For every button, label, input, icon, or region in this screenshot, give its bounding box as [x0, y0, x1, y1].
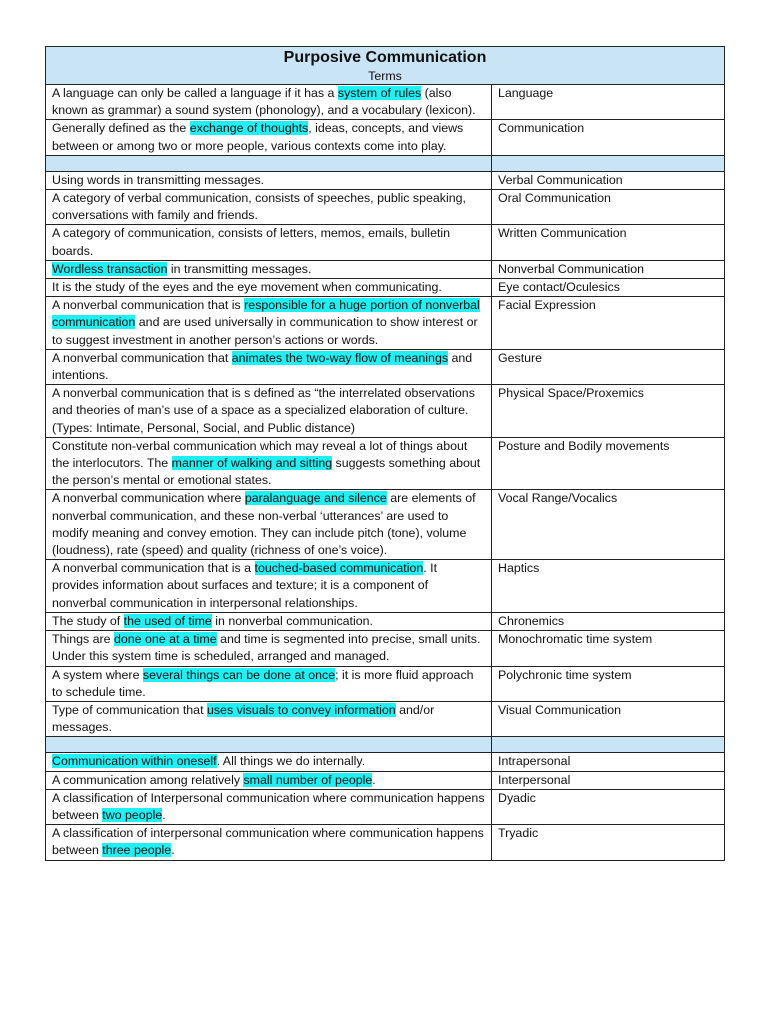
highlighted-text: three people: [102, 843, 172, 858]
definition-text: in transmitting messages.: [167, 261, 312, 276]
term-cell: Vocal Range/Vocalics: [492, 490, 725, 560]
term-cell: Haptics: [492, 560, 725, 613]
definition-cell: [46, 225, 492, 260]
highlighted-text: small number of people: [243, 772, 373, 787]
term-cell: Communication: [492, 120, 725, 155]
table-row: [46, 490, 725, 560]
definition-text: A classification of interpersonal communication where communication happens between: [52, 826, 484, 858]
definition-text: .: [162, 807, 166, 822]
definition-text: A nonverbal communication that: [52, 350, 232, 365]
definition-text: .: [372, 772, 376, 787]
table-row: [46, 225, 725, 260]
page-subtitle: Terms: [368, 69, 402, 83]
definition-text: A category of verbal communication, consists of speeches, public speaking, conversations with family and friends.: [52, 191, 466, 223]
title-cell: [46, 47, 725, 85]
term-cell: Monochromatic time system: [492, 631, 725, 666]
table-row: [46, 385, 725, 438]
highlighted-text: animates the two-way flow of meanings: [231, 350, 449, 365]
definition-text: and are used universally in communication to show interest or to suggest investment in another person’s actions or words.: [52, 315, 478, 347]
definition-cell: [46, 171, 492, 189]
term-cell: Language: [492, 85, 725, 120]
table-row: [46, 349, 725, 384]
term-cell: Written Communication: [492, 225, 725, 260]
term-cell: Interpersonal: [492, 771, 725, 789]
definition-text: , ideas, concepts, and views between or among two or more people, various contexts come into play.: [52, 121, 464, 153]
term-cell: Eye contact/Oculesics: [492, 279, 725, 297]
definition-text: and time is segmented into precise, small units. Under this system time is scheduled, arranged and managed.: [52, 632, 481, 664]
table-row: [46, 279, 725, 297]
highlighted-text: done one at a time: [113, 632, 217, 647]
highlighted-text: Wordless transaction: [52, 261, 168, 276]
definition-text: A nonverbal communication that is: [52, 298, 245, 313]
definition-cell: [46, 612, 492, 630]
table-row: [46, 437, 725, 490]
definition-text: Generally defined as the: [52, 121, 190, 136]
definition-cell: [46, 190, 492, 225]
definition-text: . It provides information about surfaces and texture; it is a component of nonverbal communication in interpersonal relationships.: [52, 561, 438, 610]
definition-text: Type of communication that: [52, 702, 207, 717]
definition-text: ; it is more fluid approach to schedule time.: [52, 667, 474, 699]
definition-text: A nonverbal communication that is a: [52, 561, 255, 576]
definition-text: A communication among relatively: [52, 772, 244, 787]
term-cell: Posture and Bodily movements: [492, 437, 725, 490]
definition-cell: [46, 437, 492, 490]
term-cell: Oral Communication: [492, 190, 725, 225]
definition-text: Using words in transmitting messages.: [52, 172, 265, 187]
highlighted-text: two people: [102, 807, 163, 822]
highlighted-text: responsible for a huge portion of nonverbal communication: [52, 298, 480, 330]
definition-cell: [46, 666, 492, 701]
definition-text: A system where: [52, 667, 143, 682]
title-row: [46, 47, 725, 85]
separator-cell: [492, 155, 725, 171]
term-cell: Dyadic: [492, 789, 725, 824]
definition-text: in nonverbal communication.: [211, 613, 373, 628]
definition-text: A language can only be called a language if it has a: [52, 86, 338, 100]
highlighted-text: touched-based communication: [254, 561, 424, 576]
highlighted-text: several things can be done at once: [142, 667, 336, 682]
term-cell: Nonverbal Communication: [492, 260, 725, 278]
highlighted-text: system of rules: [337, 86, 422, 100]
definition-cell: [46, 825, 492, 860]
definition-text: (also known as grammar) a sound system (phonology), and a vocabulary (lexicon).: [52, 86, 476, 118]
term-cell: Visual Communication: [492, 701, 725, 736]
definition-cell: [46, 753, 492, 771]
table-row: [46, 297, 725, 350]
term-cell: Gesture: [492, 349, 725, 384]
highlighted-text: manner of walking and sitting: [171, 456, 333, 471]
separator-cell: [492, 737, 725, 753]
term-cell: Tryadic: [492, 825, 725, 860]
terms-table: [45, 46, 725, 861]
highlighted-text: the used of time: [123, 613, 212, 628]
term-cell: Physical Space/Proxemics: [492, 385, 725, 438]
highlighted-text: paralanguage and silence: [244, 491, 387, 506]
definition-cell: [46, 701, 492, 736]
table-row: [46, 560, 725, 613]
definition-text: A classification of Interpersonal communication where communication happens between: [52, 790, 485, 822]
definition-text: A nonverbal communication that is s defined as “the interrelated observations and theories of man’s use of a space as a specialized elaboration of culture. (Types: Intimate, Personal, Social, and Public distance): [52, 386, 475, 435]
table-row: [46, 631, 725, 666]
definition-cell: [46, 490, 492, 560]
definition-text: .: [171, 843, 175, 858]
definition-cell: [46, 260, 492, 278]
definition-text: are elements of nonverbal communication, and these non-verbal ‘utterances’ are used to modify meaning and convey emotion. They can include pitch (tone), volume (loudness), rate (speed) and quality (richness of one’s voice).: [52, 491, 476, 558]
term-cell: Chronemics: [492, 612, 725, 630]
definition-cell: [46, 297, 492, 350]
definition-cell: [46, 560, 492, 613]
definition-text: It is the study of the eyes and the eye movement when communicating.: [52, 280, 442, 295]
definition-text: The study of: [52, 613, 124, 628]
term-cell: Verbal Communication: [492, 171, 725, 189]
definition-cell: [46, 85, 492, 120]
page-title: Purposive Communication: [283, 49, 487, 66]
table-row: [46, 771, 725, 789]
definition-text: and/or messages.: [52, 702, 435, 735]
definition-text: . All things we do internally.: [216, 754, 366, 769]
definition-cell: [46, 279, 492, 297]
definition-cell: [46, 349, 492, 384]
table-row: [46, 701, 725, 736]
separator-cell: [46, 737, 492, 753]
definition-text: Things are: [52, 632, 114, 647]
definition-cell: [46, 631, 492, 666]
table-row: [46, 120, 725, 155]
table-row: [46, 612, 725, 630]
highlighted-text: exchange of thoughts: [189, 121, 309, 136]
definition-cell: [46, 385, 492, 438]
definition-text: A category of communication, consists of letters, memos, emails, bulletin boards.: [52, 226, 451, 258]
definition-cell: [46, 789, 492, 824]
definition-text: suggests something about the person’s mental or emotional states.: [52, 456, 481, 488]
definition-text: A nonverbal communication where: [52, 491, 245, 506]
table-row: [46, 825, 725, 860]
definition-text: and intentions.: [52, 350, 473, 383]
separator-cell: [46, 155, 492, 171]
terms-table-body: [46, 47, 725, 861]
table-row: [46, 85, 725, 120]
table-row: [46, 753, 725, 771]
term-cell: Intrapersonal: [492, 753, 725, 771]
section-separator-row: [46, 737, 725, 753]
table-row: [46, 666, 725, 701]
section-separator-row: [46, 155, 725, 171]
definition-cell: [46, 771, 492, 789]
definition-text: Constitute non-verbal communication which may reveal a lot of things about the interlocutors. The: [52, 438, 468, 471]
table-row: [46, 171, 725, 189]
definition-cell: [46, 120, 492, 155]
table-row: [46, 190, 725, 225]
table-row: [46, 260, 725, 278]
term-cell: Polychronic time system: [492, 666, 725, 701]
term-cell: Facial Expression: [492, 297, 725, 350]
highlighted-text: uses visuals to convey information: [206, 702, 396, 717]
table-row: [46, 789, 725, 824]
highlighted-text: Communication within oneself: [52, 754, 217, 769]
